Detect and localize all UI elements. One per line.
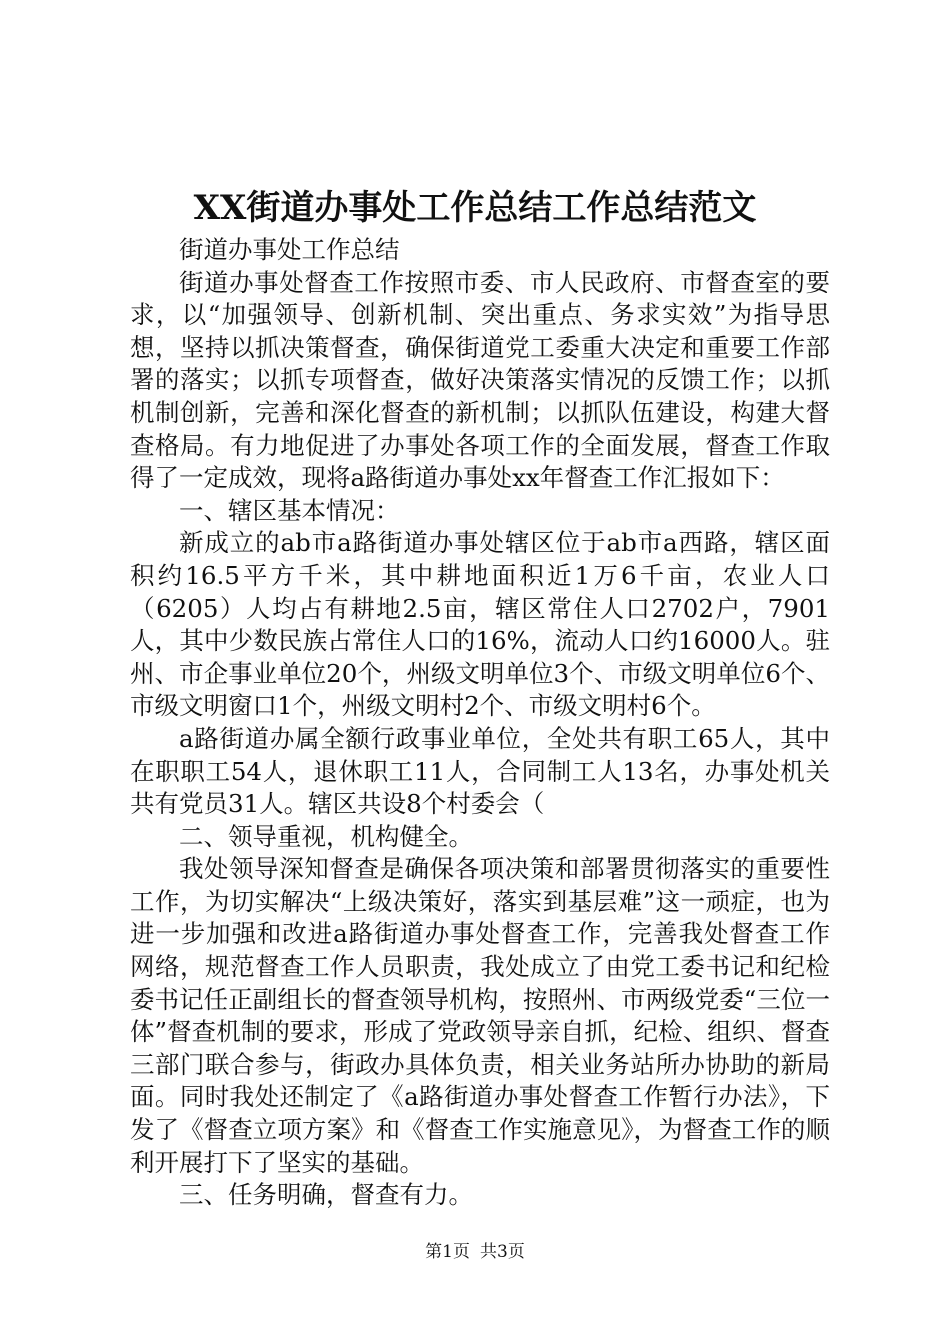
page-footer: [0, 1240, 950, 1264]
section-heading-2: 二、领导重视，机构健全。: [179, 821, 473, 851]
document-title: XX街道办事处工作总结工作总结范文: [193, 188, 757, 228]
page-number: 第1页: [425, 1242, 470, 1262]
paragraph-leadership: 我处领导深知督查是确保各项决策和部署贯彻落实的重要性工作，为切实解决“上级决策好，落实到基层难”这一顽症，也为进一步加强和改进a路街道办事处督查工作，完善我处督查工作网络，规范督查工作人员职责，我处成立了由党工委书记和纪检委书记任正副组长的督查领导机构，按照州、市两级党委“三位一体”督查机制的要求，形成了党政领导亲自抓，纪检、组织、督查三部门联合参与，街政办具体负责，相关业务站所办协助的新局面。同时我处还制定了《a路街道办事处督查工作暂行办法》，下发了《督查立项方案》和《督查工作实施意见》，为督查工作的顺利开展打下了坚实的基础。: [130, 854, 830, 1177]
paragraph-staff-info: a路街道办属全额行政事业单位，全处共有职工65人，其中在职职工54人，退休职工11人，合同制工人13名，办事处机关共有党员31人。辖区共设8个村委会（: [130, 723, 830, 819]
paragraph-intro: 街道办事处督查工作按照市委、市人民政府、市督查室的要求，以“加强领导、创新机制、突出重点、务求实效”为指导思想，坚持以抓决策督查，确保街道党工委重大决定和重要工作部署的落实；以抓专项督查，做好决策落实情况的反馈工作；以抓机制创新，完善和深化督查的新机制；以抓队伍建设，构建大督查格局。有力地促进了办事处各项工作的全面发展，督查工作取得了一定成效，现将a路街道办事处xx年督查工作汇报如下：: [130, 267, 830, 493]
paragraph-district-info: 新成立的ab市a路街道办事处辖区位于ab市a西路，辖区面积约16.5平方千米，其中耕地面积近1万6千亩，农业人口（6205）人均占有耕地2.5亩，辖区常住人口2702户，7901人，其中少数民族占常住人口的16%，流动人口约16000人。驻州、市企事业单位20个，州级文明单位3个、市级文明单位6个、市级文明窗口1个，州级文明村2个、市级文明村6个。: [130, 528, 830, 721]
section-heading-3: 三、任务明确，督查有力。: [179, 1180, 473, 1210]
section-heading-1: 一、辖区基本情况：: [179, 495, 400, 525]
paragraph-subtitle: 街道办事处工作总结: [179, 235, 400, 264]
page-total: 共3页: [480, 1242, 525, 1262]
document-body: [130, 234, 830, 1212]
